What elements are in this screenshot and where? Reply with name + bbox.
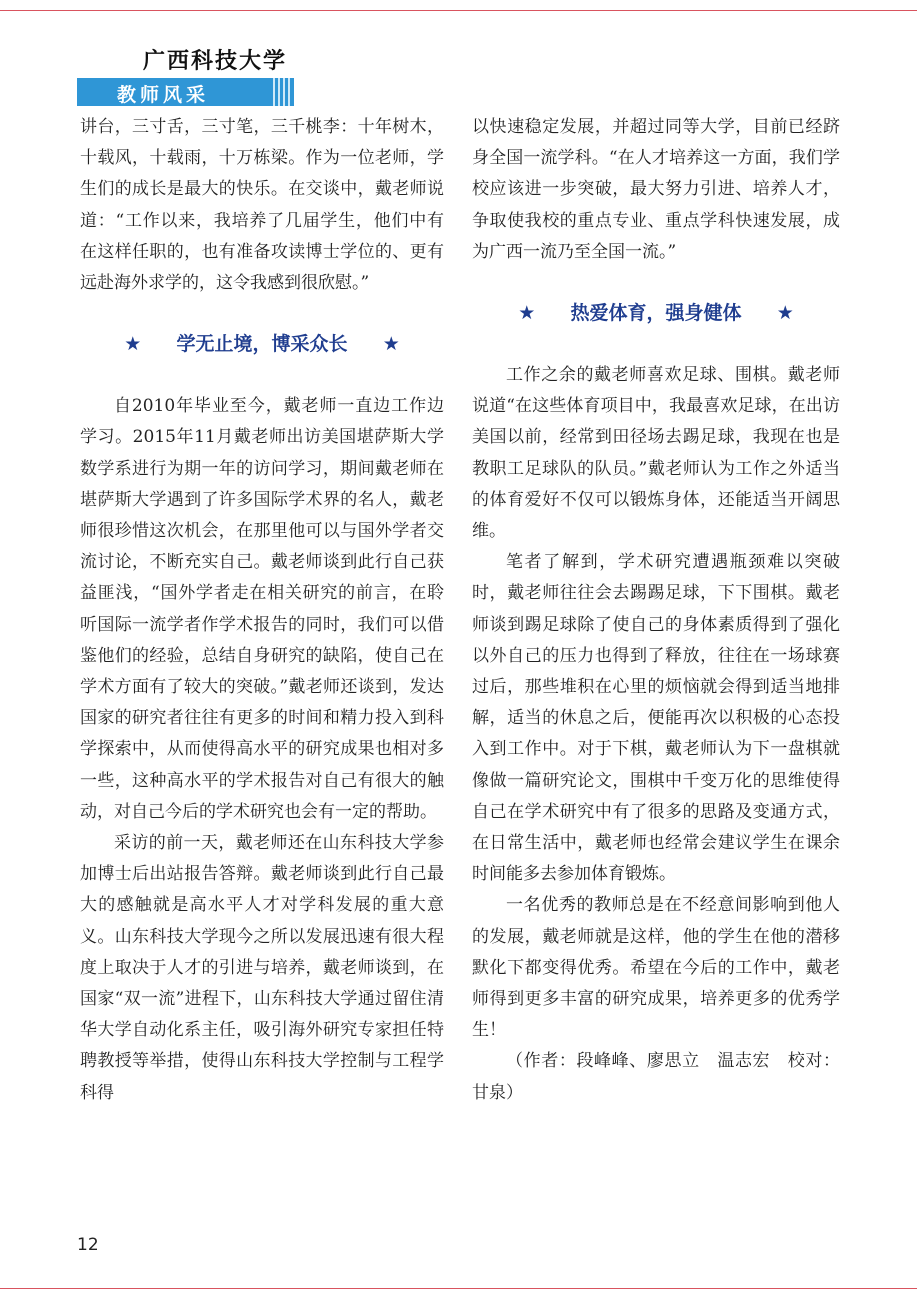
banner-stripes — [273, 78, 290, 106]
right-paragraph-3: 笔者了解到，学术研究遭遇瓶颈难以突破时，戴老师往往会去踢踢足球，下下围棋。戴老师谈到踢足球除了使自己的身体素质得到了强化以外自己的压力也得到了释放，往往在一场球赛过后，那些堆积在心里的烦恼就会得到适当地排解，适当的休息之后，便能再次以积极的心态投入到工作中。对于下棋，戴老师认为下一盘棋就像做一篇研究论文，围棋中千变万化的思维使得自己在学术研究中有了很多的思路及变通方式，在日常生活中，戴老师也经常会建议学生在课余时间能多去参加体育锻炼。 — [472, 552, 840, 885]
left-paragraph-2: 自2010年毕业至今，戴老师一直边工作边学习。2015年11月戴老师出访美国堪萨斯大学数学系进行为期一年的访问学习，期间戴老师在堪萨斯大学遇到了许多国际学术界的名人，戴老师很珍惜这次机会，在那里他可以与国外学者交流讨论，不断充实自己。戴老师谈到此行自己获益匪浅，“国外学者走在相关研究的前言，在聆听国际一流学者作学术报告的同时，我们可以借鉴他们的经验，总结自身研究的缺陷，使自己在学术方面有了较大的突破。”戴老师还谈到，发达国家的研究者往往有更多的时间和精力投入到科学探索中，从而使得高水平的研究成果也相对多一些，这种高水平的学术报告对自己有很大的触动，对自己今后的学术研究也会有一定的帮助。 — [80, 396, 444, 822]
left-paragraph-3: 采访的前一天，戴老师还在山东科技大学参加博士后出站报告答辩。戴老师谈到此行自己最大的感触就是高水平人才对学科发展的重大意义。山东科技大学现今之所以发展迅速有很大程度上取决于人才的引进与培养，戴老师谈到，在国家“双一流”进程下，山东科技大学通过留住清华大学自动化系主任，吸引海外研究专家担任特聘教授等举措，使得山东科技大学控制与工程学科得 — [80, 833, 444, 1103]
star-icon: ★ — [124, 333, 142, 356]
right-paragraph-2: 工作之余的戴老师喜欢足球、围棋。戴老师说道“在这些体育项目中，我最喜欢足球，在出访美国以前，经常到田径场去踢足球，我现在也是教职工足球队的队员。”戴老师认为工作之外适当的体育爱好不仅可以锻炼身体，还能适当开阔思维。 — [472, 365, 840, 542]
top-rule — [0, 10, 917, 11]
section-heading-study — [80, 329, 444, 359]
left-paragraph-1: 讲台，三寸舌，三寸笔，三千桃李：十年树木，十载风，十载雨，十万栋梁。作为一位老师，学生们的成长是最大的快乐。在交谈中，戴老师说道：“工作以来，我培养了几届学生，他们中有在这样任职的，也有准备攻读博士学位的、更有远赴海外求学的，这令我感到很欣慰。” — [80, 117, 444, 294]
section-banner — [77, 78, 294, 106]
section-label: 教师风采 — [117, 84, 210, 106]
right-column — [472, 112, 840, 1109]
heading-text: 热爱体育，强身健体 — [570, 302, 742, 325]
right-paragraph-1: 以快速稳定发展，并超过同等大学，目前已经跻身全国一流学科。“在人才培养这一方面，我们学校应该进一步突破，最大努力引进、培养人才，争取使我校的重点专业、重点学科快速发展，成为广西一流乃至全国一流。” — [472, 117, 840, 262]
bottom-rule — [0, 1288, 917, 1289]
page-number: 12 — [77, 1235, 99, 1255]
star-icon: ★ — [518, 302, 536, 325]
heading-text: 学无止境，博采众长 — [176, 333, 348, 356]
university-title: 广西科技大学 — [143, 48, 288, 74]
star-icon: ★ — [776, 302, 794, 325]
author-credits: （作者：段峰峰、廖思立 温志宏 校对：甘泉） — [472, 1051, 840, 1103]
star-icon: ★ — [382, 333, 400, 356]
right-paragraph-4: 一名优秀的教师总是在不经意间影响到他人的发展，戴老师就是这样，他的学生在他的潜移默化下都变得优秀。希望在今后的工作中，戴老师得到更多丰富的研究成果，培养更多的优秀学生！ — [472, 895, 840, 1041]
left-column — [80, 112, 444, 1109]
section-heading-sports — [472, 298, 840, 328]
